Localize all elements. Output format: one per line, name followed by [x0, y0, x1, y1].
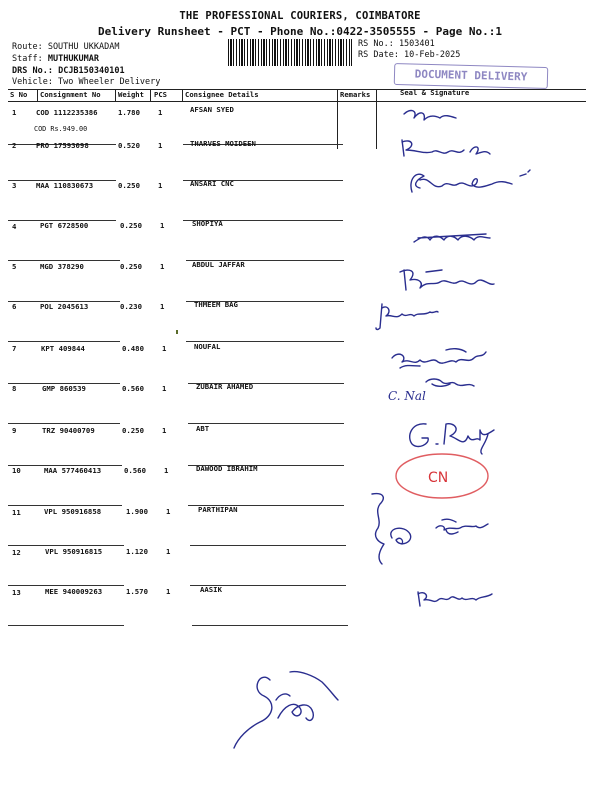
row-pcs: 1	[158, 108, 163, 117]
row-pcs: 1	[164, 466, 169, 475]
rs-number: RS No.: 1503401	[358, 39, 435, 49]
drs-label: DRS No.:	[12, 66, 53, 76]
row-weight: 0.480	[122, 344, 144, 353]
row-weight: 0.250	[118, 181, 140, 190]
table-header-rule	[8, 101, 586, 102]
row8-handwritten-note: C. Nal	[388, 389, 426, 403]
row-consignee: SHOPIYA	[192, 219, 223, 228]
row-consignment: TRZ 90400709	[42, 426, 95, 435]
table-row	[8, 504, 586, 546]
col-pcs: PCS	[154, 90, 167, 99]
row-consignment: MEE 940009263	[45, 587, 103, 596]
row-pcs: 1	[162, 426, 167, 435]
row-pcs: 1	[166, 547, 171, 556]
signature-row-6	[372, 300, 442, 334]
rs-date: RS Date: 10-Feb-2025	[358, 50, 461, 60]
row-sno: 6	[12, 302, 17, 311]
row-pcs: 1	[162, 384, 167, 393]
row-sno: 2	[12, 141, 17, 150]
row-consignee: ABT	[196, 424, 210, 433]
row-consignee: THARVES MOIDEEN	[190, 139, 256, 148]
company-name: THE PROFESSIONAL COURIERS, COIMBATORE	[179, 10, 421, 22]
signature-row-2	[398, 136, 494, 162]
row-consignment: MGD 378290	[40, 262, 84, 271]
staff-label: Staff:	[12, 54, 43, 64]
row-consignee: AFSAN SYED	[190, 105, 234, 114]
table-row	[8, 464, 586, 506]
col-sno: S No	[10, 90, 28, 99]
row-pcs: 1	[166, 507, 171, 516]
runsheet-title: Delivery Runsheet - PCT - Phone No.:0422-3505555 - Page No.:1	[98, 25, 502, 38]
table-row	[8, 544, 586, 586]
row-sno: 10	[12, 466, 21, 475]
col-divider	[150, 89, 151, 101]
row-weight: 0.560	[124, 466, 146, 475]
row-sno: 3	[12, 181, 17, 190]
drs-number	[12, 66, 125, 76]
signature-row-5	[396, 264, 500, 296]
row-sno: 12	[12, 548, 21, 557]
table-row	[8, 584, 586, 626]
row-weight: 1.570	[126, 587, 148, 596]
row-pcs: 1	[162, 344, 167, 353]
row-consignee: ANSARI CNC	[190, 179, 234, 188]
col-seal-signature: Seal & Signature	[400, 88, 470, 97]
barcode	[228, 39, 352, 66]
row-consignee: AASIK	[200, 585, 222, 594]
row-consignment: COD 1112235386	[36, 108, 98, 117]
col-remarks: Remarks	[340, 90, 371, 99]
row-weight: 0.230	[120, 302, 142, 311]
row-consignment: VPL 950916815	[45, 547, 103, 556]
signature-rows-11-12	[366, 490, 496, 570]
signature-row-1	[400, 104, 460, 130]
signature-row-13	[412, 586, 496, 612]
staff-value: MUTHUKUMAR	[47, 54, 100, 64]
col-divider	[37, 89, 38, 101]
row-cod-note: COD Rs.949.00	[34, 125, 88, 133]
signature-row-3	[402, 166, 538, 200]
row-consignment: GMP 860539	[42, 384, 86, 393]
col-consignee: Consignee Details	[185, 90, 259, 99]
row-divider	[192, 625, 348, 626]
row-consignee: NOUFAL	[194, 342, 221, 351]
row-sno: 11	[12, 508, 21, 517]
row-weight: 1.120	[126, 547, 148, 556]
document-delivery-stamp: DOCUMENT DELIVERY	[394, 63, 549, 89]
row-pcs: 1	[158, 141, 163, 150]
row-consignee: DAWOOD IBRAHIM	[196, 464, 258, 473]
drs-value: DCJB150340101	[58, 66, 125, 76]
row-weight: 0.250	[120, 262, 142, 271]
signature-row-7	[386, 346, 504, 372]
row-consignment: MAA 577460413	[44, 466, 102, 475]
row-consignee: ABDUL JAFFAR	[192, 260, 245, 269]
row-sno: 7	[12, 344, 17, 353]
row-pcs: 1	[160, 262, 165, 271]
row-pcs: 1	[158, 181, 163, 190]
supervisor-signature	[230, 660, 340, 752]
row-consignment: POL 2045613	[40, 302, 89, 311]
row-weight: 1.780	[118, 108, 140, 117]
row-consignee: ZUBAIR AHAMED	[196, 382, 254, 391]
row-weight: 0.250	[122, 426, 144, 435]
col-divider	[182, 89, 183, 101]
row-sno: 5	[12, 262, 17, 271]
row-pcs: 1	[160, 221, 165, 230]
row-sno: 4	[12, 222, 17, 231]
route: Route: SOUTHU UKKADAM	[12, 42, 120, 52]
signature-row-8	[386, 374, 496, 406]
row-consignee: THMEEM BAG	[194, 300, 238, 309]
row-pcs: 1	[160, 302, 165, 311]
row-consignment: PRO 17593098	[36, 141, 89, 150]
row-consignment: KPT 409844	[41, 344, 85, 353]
table-row	[8, 300, 586, 342]
row-weight: 0.520	[118, 141, 140, 150]
col-weight: Weight	[118, 90, 144, 99]
staff	[12, 54, 99, 64]
row10-cn-mark: CN	[428, 470, 449, 486]
col-divider	[115, 89, 116, 101]
row-pcs: 1	[166, 587, 171, 596]
row-weight: 0.250	[120, 221, 142, 230]
row-divider	[8, 625, 124, 626]
row-consignment: PGT 6728500	[40, 221, 89, 230]
signature-row-4	[410, 226, 494, 246]
row-sno: 13	[12, 588, 21, 597]
row-sno: 9	[12, 426, 17, 435]
vehicle: Vehicle: Two Wheeler Delivery	[12, 77, 161, 87]
stray-mark	[176, 330, 178, 334]
row-consignment: MAA 110830673	[36, 181, 94, 190]
table-row	[8, 219, 586, 261]
row-weight: 1.900	[126, 507, 148, 516]
row-sno: 8	[12, 384, 17, 393]
col-consignment: Consignment No	[40, 90, 101, 99]
row-consignment: VPL 950916858	[44, 507, 102, 516]
row-sno: 1	[12, 108, 17, 117]
row-weight: 0.560	[122, 384, 144, 393]
row-consignee: PARTHIPAN	[198, 505, 238, 514]
